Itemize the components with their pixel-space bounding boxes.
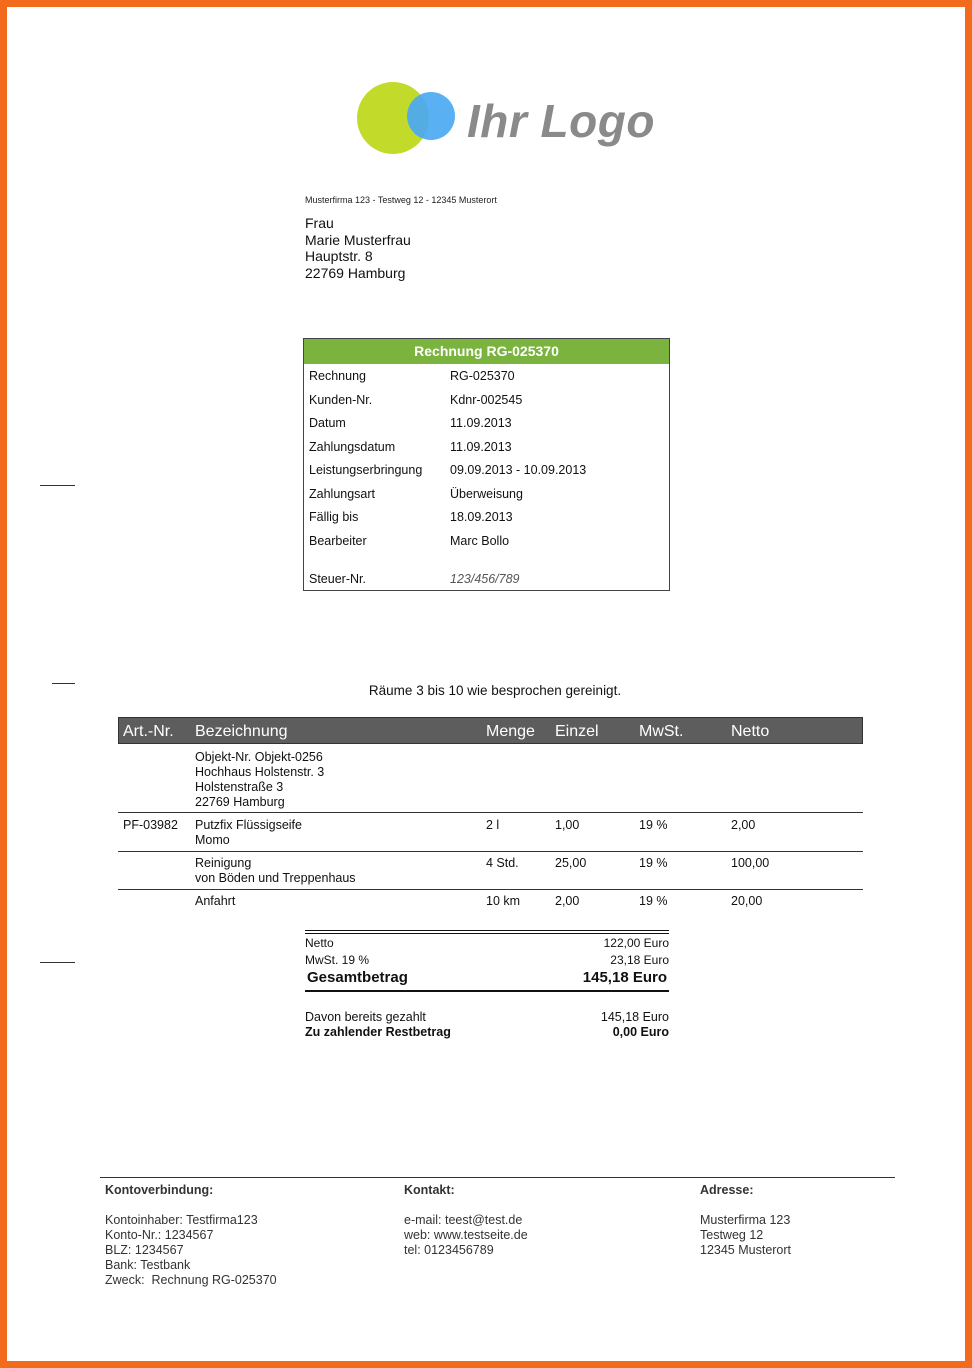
footer-rule xyxy=(100,1177,895,1178)
footer-bank-line: Konto-Nr.: 1234567 xyxy=(105,1228,214,1242)
row-divider xyxy=(118,889,863,890)
logo-text: Ihr Logo xyxy=(467,95,655,147)
cell-art: PF-03982 xyxy=(123,818,178,832)
desc-line: Reinigung xyxy=(195,856,252,870)
info-label: Bearbeiter xyxy=(309,534,367,548)
gesamt-label: Gesamtbetrag xyxy=(307,969,408,986)
row-divider xyxy=(118,812,863,813)
invoice-note: Räume 3 bis 10 wie besprochen gereinigt. xyxy=(368,683,622,698)
footer-address-line: 12345 Musterort xyxy=(700,1243,792,1257)
cell-menge: 4 Std. xyxy=(486,856,519,870)
footer-address-line: Musterfirma 123 xyxy=(700,1213,791,1227)
table-row-desc xyxy=(195,856,356,886)
cell-netto: 100,00 xyxy=(731,856,770,870)
cell-menge: 10 km xyxy=(486,894,521,908)
sender-line: Musterfirma 123 - Testweg 12 - 12345 Musterort xyxy=(305,195,497,205)
footer-address xyxy=(700,1183,791,1258)
footer-bank-line: Bank: Testbank xyxy=(105,1258,191,1272)
table-row-desc xyxy=(195,750,324,810)
netto-label: Netto xyxy=(305,936,334,950)
rest-label: Zu zahlender Restbetrag xyxy=(305,1025,451,1039)
cell-netto: 2,00 xyxy=(731,818,756,832)
col-header-desc: Bezeichnung xyxy=(195,723,288,740)
footer-bank-line: BLZ: 1234567 xyxy=(105,1243,184,1257)
footer-contact-web: web: www.testseite.de xyxy=(404,1228,528,1242)
mwst-label: MwSt. 19 % xyxy=(305,953,370,967)
info-label: Steuer-Nr. xyxy=(309,572,366,586)
info-value: Überweisung xyxy=(450,487,523,501)
info-label: Fällig bis xyxy=(309,510,359,524)
info-value: 11.09.2013 xyxy=(450,440,512,454)
cell-netto: 20,00 xyxy=(731,894,763,908)
fold-marker xyxy=(40,962,75,963)
footer-address-title: Adresse: xyxy=(700,1183,754,1197)
info-label: Zahlungsart xyxy=(309,487,376,501)
info-value: Marc Bollo xyxy=(450,534,510,548)
netto-value: 122,00 Euro xyxy=(603,936,669,950)
cell-mwst: 19 % xyxy=(639,818,668,832)
info-value: RG-025370 xyxy=(450,369,515,383)
recipient-name: Marie Musterfrau xyxy=(305,231,411,248)
desc-line: Momo xyxy=(195,833,230,847)
footer-address-line: Testweg 12 xyxy=(700,1228,764,1242)
desc-line: Holstenstraße 3 xyxy=(195,780,284,794)
info-label: Leistungserbringung xyxy=(309,463,423,477)
desc-line: Putzfix Flüssigseife xyxy=(195,818,302,832)
items-table-header xyxy=(118,717,863,744)
gesamt-value: 145,18 Euro xyxy=(582,969,667,986)
recipient-address xyxy=(305,215,411,281)
totals-bottom-rule xyxy=(305,990,669,992)
col-header-menge: Menge xyxy=(486,723,535,740)
cell-einzel: 1,00 xyxy=(555,818,580,832)
info-label: Zahlungsdatum xyxy=(309,440,396,454)
totals-top-rule xyxy=(305,933,669,934)
info-label: Datum xyxy=(309,416,346,430)
footer-contact-email: e-mail: teest@test.de xyxy=(404,1213,523,1227)
rest-value: 0,00 Euro xyxy=(612,1025,669,1039)
paid-label: Davon bereits gezahlt xyxy=(305,1010,426,1024)
info-value: 11.09.2013 xyxy=(450,416,512,430)
col-header-mwst: MwSt. xyxy=(639,723,684,740)
info-value: 09.09.2013 - 10.09.2013 xyxy=(450,463,587,477)
footer-bank xyxy=(105,1183,277,1288)
fold-marker xyxy=(40,485,75,486)
footer-contact xyxy=(404,1183,528,1258)
paid-value: 145,18 Euro xyxy=(600,1010,669,1024)
footer-bank-title: Kontoverbindung: xyxy=(105,1183,214,1197)
footer-bank-line: Kontoinhaber: Testfirma123 xyxy=(105,1213,258,1227)
col-header-art: Art.-Nr. xyxy=(123,723,174,740)
table-row-desc xyxy=(195,818,302,848)
cell-desc: Anfahrt xyxy=(195,894,236,908)
footer-bank-line: Zweck: Rechnung RG-025370 xyxy=(105,1273,277,1287)
totals-top-rule xyxy=(305,930,669,931)
recipient-salutation: Frau xyxy=(305,215,334,231)
invoice-box-title: Rechnung RG-025370 xyxy=(304,339,669,364)
footer-contact-title: Kontakt: xyxy=(404,1183,455,1197)
recipient-city: 22769 Hamburg xyxy=(305,264,406,281)
cell-mwst: 19 % xyxy=(639,856,668,870)
desc-line: Objekt-Nr. Objekt-0256 xyxy=(195,750,323,764)
col-header-netto: Netto xyxy=(731,723,770,740)
cell-einzel: 25,00 xyxy=(555,856,587,870)
desc-line: Hochhaus Holstenstr. 3 xyxy=(195,765,325,779)
company-logo xyxy=(355,80,675,160)
cell-einzel: 2,00 xyxy=(555,894,580,908)
info-value: Kdnr-002545 xyxy=(450,393,523,407)
info-value: 18.09.2013 xyxy=(450,510,513,524)
invoice-info-box xyxy=(303,338,670,591)
info-value: 123/456/789 xyxy=(450,572,520,586)
footer-contact-tel: tel: 0123456789 xyxy=(404,1243,494,1257)
cell-mwst: 19 % xyxy=(639,894,668,908)
desc-line: von Böden und Treppenhaus xyxy=(195,871,356,885)
mwst-value: 23,18 Euro xyxy=(610,953,669,967)
cell-menge: 2 l xyxy=(486,818,500,832)
recipient-street: Hauptstr. 8 xyxy=(305,248,373,264)
info-label: Kunden-Nr. xyxy=(309,393,373,407)
desc-line: 22769 Hamburg xyxy=(195,795,285,809)
row-divider xyxy=(118,851,863,852)
logo-blue-circle xyxy=(407,92,455,140)
col-header-einzel: Einzel xyxy=(555,723,599,740)
info-label: Rechnung xyxy=(309,369,366,383)
